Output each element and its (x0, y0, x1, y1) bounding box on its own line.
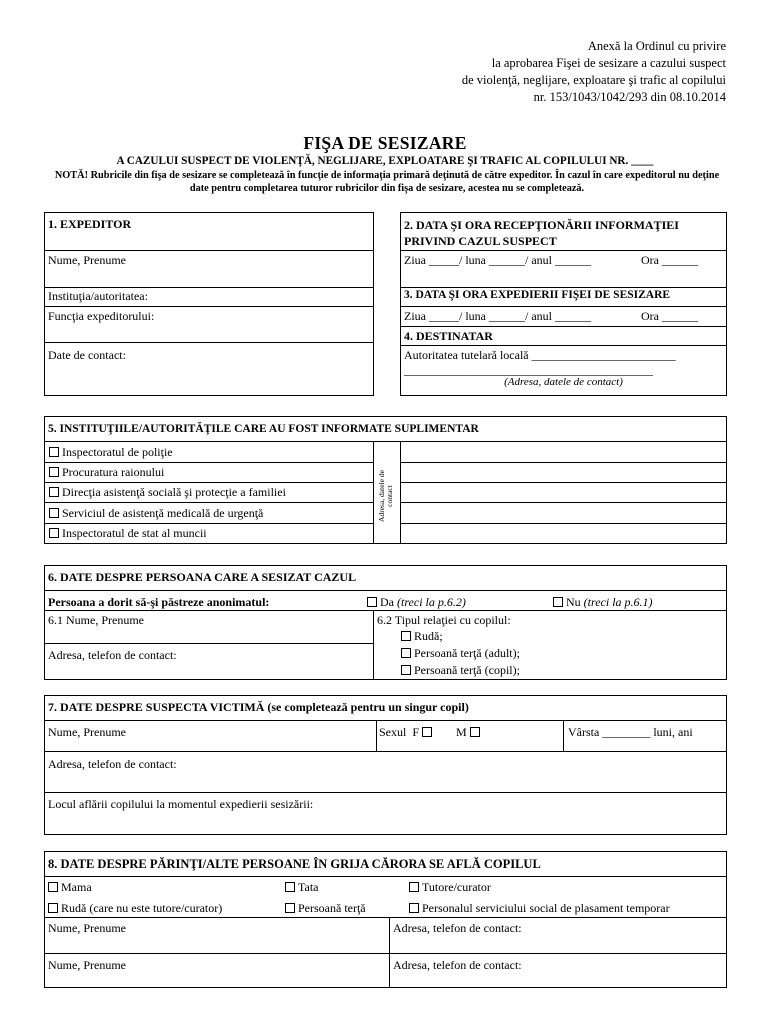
anonymity-label: Persoana a dorit să-şi păstreze anonimatul: (48, 595, 270, 609)
expeditor-institution-field[interactable]: Instituţia/autoritatea: (48, 289, 148, 303)
section-5-informed-institutions (44, 416, 727, 544)
anonymity-no-checkbox[interactable]: Nu (treci la p.6.1) (553, 595, 653, 610)
checkbox-icon (409, 903, 419, 913)
annex-line-4: nr. 153/1043/1042/293 din 08.10.2014 (533, 90, 726, 104)
reception-time-field[interactable]: Ora ______ (641, 253, 698, 267)
checkbox-icon (49, 467, 59, 477)
checkbox-icon (49, 447, 59, 457)
caregiver-staff-checkbox[interactable]: Personalul serviciului social de plasament temporar (409, 901, 670, 916)
checkbox-icon (401, 648, 411, 658)
caregiver-guardian-checkbox[interactable]: Tutore/curator (409, 880, 491, 895)
checkbox-icon (49, 487, 59, 497)
anonymity-yes-checkbox[interactable]: Da (treci la p.6.2) (367, 595, 466, 610)
form-note: NOTĂ! Rubricile din fişa de sesizare se completează în funcţie de informaţia primară deţinută de către expeditor. În cazul în care expeditorul nu deţine date pentru completarea tuturor rubricilor din fişa de sesizare, acestea nu se completează. (54, 170, 720, 194)
annex-header (462, 38, 726, 106)
relation-third-child-checkbox[interactable]: Persoană terţă (copil); (401, 663, 520, 678)
institution-prosecutor-checkbox[interactable]: Procuratura raionului (49, 465, 164, 480)
relation-relative-checkbox[interactable]: Rudă; (401, 629, 443, 644)
section-6-header: 6. DATE DESPRE PERSOANA CARE A SESIZAT CAZUL (48, 570, 357, 584)
relation-third-adult-checkbox[interactable]: Persoană terţă (adult); (401, 646, 520, 661)
dispatch-date-field[interactable]: Ziua _____/ luna ______/ anul ______ (404, 309, 591, 323)
section-1-header: 1. EXPEDITOR (48, 217, 132, 231)
checkbox-icon (285, 903, 295, 913)
reporter-name-field[interactable]: 6.1 Nume, Prenume (48, 613, 144, 627)
institution-police-checkbox[interactable]: Inspectoratul de poliţie (49, 445, 173, 460)
section-3-header: 3. DATA ŞI ORA EXPEDIERII FIŞEI DE SESIZARE (404, 289, 671, 301)
expeditor-contact-field[interactable]: Date de contact: (48, 348, 126, 362)
checkbox-icon (367, 597, 377, 607)
checkbox-icon (48, 882, 58, 892)
annex-line-3: de violenţă, neglijare, exploatare şi trafic al copilului (461, 73, 726, 87)
checkbox-icon (49, 508, 59, 518)
section-5-header: 5. INSTITUŢIILE/AUTORITĂŢILE CARE AU FOST INFORMATE SUPLIMENTAR (48, 423, 479, 435)
dispatch-time-field[interactable]: Ora ______ (641, 309, 698, 323)
caregiver-1-address-field[interactable]: Adresa, telefon de contact: (393, 921, 522, 935)
victim-location-field[interactable]: Locul aflării copilului la momentul expedierii sesizării: (48, 797, 314, 811)
address-vertical-label: Adresa, datele de contact (377, 470, 394, 522)
checkbox-icon (553, 597, 563, 607)
recipient-line-2[interactable]: ______________________________________________ (404, 363, 653, 377)
annex-line-1: Anexă la Ordinul cu privire (587, 39, 726, 53)
recipient-hint: (Adresa, datele de contact) (504, 376, 623, 388)
recipient-authority-field[interactable]: Autoritatea tutelară locală ________________________ (404, 348, 676, 362)
checkbox-icon (401, 631, 411, 641)
checkbox-icon (48, 903, 58, 913)
checkbox-icon (409, 882, 419, 892)
form-subtitle: A CAZULUI SUSPECT DE VIOLENŢĂ, NEGLIJARE, EXPLOATARE ŞI TRAFIC AL COPILULUI NR. ____ (116, 155, 654, 167)
caregiver-relative-checkbox[interactable]: Rudă (care nu este tutore/curator) (48, 901, 222, 916)
section-7-victim (44, 695, 727, 835)
section-1-expeditor (44, 212, 374, 396)
checkbox-icon (470, 727, 480, 737)
section-8-header: 8. DATE DESPRE PĂRINŢI/ALTE PERSOANE ÎN GRIJA CĂRORA SE AFLĂ COPILUL (48, 857, 541, 871)
victim-address-field[interactable]: Adresa, telefon de contact: (48, 757, 177, 771)
section-6-reporter (44, 565, 727, 680)
caregiver-father-checkbox[interactable]: Tata (285, 880, 318, 895)
checkbox-icon (285, 882, 295, 892)
section-2-header: 2. DATA ŞI ORA RECEPŢIONĂRII INFORMAŢIEI PRIVIND CAZUL SUSPECT (404, 218, 679, 248)
caregiver-mother-checkbox[interactable]: Mama (48, 880, 92, 895)
form-title: FIŞA DE SESIZARE (303, 133, 467, 153)
institution-labour-checkbox[interactable]: Inspectoratul de stat al muncii (49, 526, 207, 541)
victim-sex-field[interactable]: Sexul F M (379, 725, 483, 740)
section-7-header: 7. DATE DESPRE SUSPECTA VICTIMĂ (se completează pentru un singur copil) (48, 700, 469, 714)
caregiver-third-party-checkbox[interactable]: Persoană terţă (285, 901, 366, 916)
caregiver-2-address-field[interactable]: Adresa, telefon de contact: (393, 958, 522, 972)
section-4-header: 4. DESTINATAR (404, 329, 493, 343)
institution-emergency-checkbox[interactable]: Serviciul de asistenţă medicală de urgenţă (49, 506, 263, 521)
annex-line-2: la aprobarea Fişei de sesizare a cazului suspect (491, 56, 726, 70)
expeditor-function-field[interactable]: Funcţia expeditorului: (48, 309, 155, 323)
victim-name-field[interactable]: Nume, Prenume (48, 725, 126, 739)
caregiver-2-name-field[interactable]: Nume, Prenume (48, 958, 126, 972)
relation-type-label: 6.2 Tipul relaţiei cu copilul: (377, 613, 511, 627)
section-2-4-block (400, 212, 727, 396)
checkbox-icon (422, 727, 432, 737)
checkbox-icon (401, 665, 411, 675)
checkbox-icon (49, 528, 59, 538)
institution-social-assistance-checkbox[interactable]: Direcţia asistenţă socială şi protecţie a familiei (49, 485, 286, 500)
reception-date-field[interactable]: Ziua _____/ luna ______/ anul ______ (404, 253, 591, 267)
expeditor-name-field[interactable]: Nume, Prenume (48, 253, 126, 267)
caregiver-1-name-field[interactable]: Nume, Prenume (48, 921, 126, 935)
reporter-address-field[interactable]: Adresa, telefon de contact: (48, 648, 177, 662)
section-8-caregivers (44, 851, 727, 988)
victim-age-field[interactable]: Vârsta ________ luni, ani (568, 725, 693, 739)
